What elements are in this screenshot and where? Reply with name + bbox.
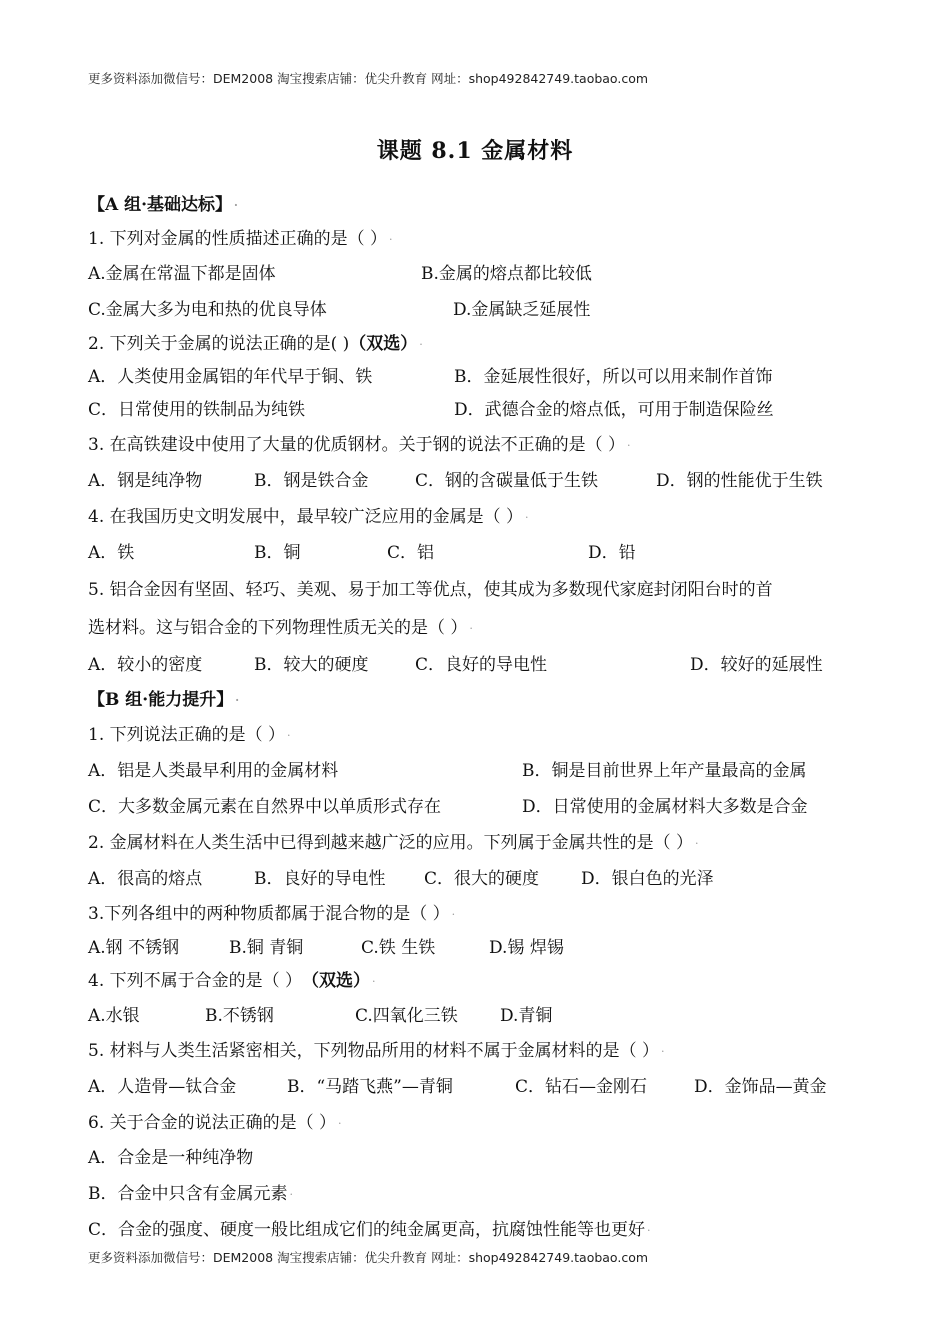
- b-q3-stem: 3.下列各组中的两种物质都属于混合物的是（ ） .: [88, 903, 456, 924]
- option-c: C．钢的含碳量低于生铁: [415, 470, 599, 491]
- option-d: D.金属缺乏延展性: [453, 299, 591, 320]
- option-b: B.金属的熔点都比较低: [421, 263, 592, 284]
- b-q1-options-row1: [88, 750, 858, 786]
- b-q6-option-b: B．合金中只含有金属元素 .: [88, 1183, 293, 1204]
- option-c: C．良好的导电性: [415, 654, 548, 675]
- section-a-heading: 【A 组·基础达标】 .: [88, 194, 238, 215]
- option-a: A.钢 不锈钢: [88, 937, 180, 958]
- option-c: C．很大的硬度: [424, 868, 540, 889]
- b-q4-options: [88, 995, 858, 1031]
- a-q1-options-row2: [88, 289, 858, 325]
- option-c: C.金属大多为电和热的优良导体: [88, 299, 327, 320]
- a-q2-options-row1: [88, 358, 858, 391]
- option-b: B．铜是目前世界上年产量最高的金属: [522, 760, 807, 781]
- b-q4-stem: 4. 下列不属于合金的是（ ） （双选） .: [88, 971, 376, 991]
- document-body: [88, 185, 858, 1245]
- option-b: B.不锈钢: [205, 1005, 274, 1026]
- option-a: A．铝是人类最早利用的金属材料: [88, 760, 339, 781]
- a-q5-options: [88, 644, 858, 680]
- option-a: A．钢是纯净物: [88, 470, 203, 491]
- b-q1-options-row2: [88, 786, 858, 822]
- option-b: B．较大的硬度: [254, 654, 369, 675]
- option-d: D．银白色的光泽: [581, 868, 714, 889]
- page-footer: 更多资料添加微信号：DEM2008 淘宝搜索店铺：优尖升教育 网址：shop492842749.taobao.com: [88, 1250, 649, 1265]
- a-q3-stem: 3. 在高铁建设中使用了大量的优质钢材。关于钢的说法不正确的是（ ） .: [88, 434, 631, 455]
- option-d: D．钢的性能优于生铁: [656, 470, 823, 491]
- b-q5-stem: 5. 材料与人类生活紧密相关，下列物品所用的材料不属于金属材料的是（ ） .: [88, 1040, 665, 1061]
- b-q2-stem: 2. 金属材料在人类生活中已得到越来越广泛的应用。下列属于金属共性的是（ ） .: [88, 832, 699, 853]
- a-q2-stem: 2. 下列关于金属的说法正确的是( ) （双选） .: [88, 334, 423, 354]
- option-d: D．较好的延展性: [690, 654, 823, 675]
- a-q1-stem: 1. 下列对金属的性质描述正确的是（ ） .: [88, 228, 393, 249]
- option-b: B．金延展性很好，所以可以用来制作首饰: [454, 367, 773, 387]
- option-d: D．武德合金的熔点低，可用于制造保险丝: [454, 400, 774, 420]
- b-q5-options: [88, 1065, 858, 1103]
- option-b: B．钢是铁合金: [254, 470, 369, 491]
- b-q3-options: [88, 928, 858, 962]
- option-c: C．日常使用的铁制品为纯铁: [88, 400, 306, 420]
- option-c: C．钻石—金刚石: [515, 1076, 648, 1097]
- option-a: A.金属在常温下都是固体: [88, 263, 276, 284]
- option-c: C．铝: [387, 542, 435, 563]
- page-header: 更多资料添加微信号：DEM2008 淘宝搜索店铺：优尖升教育 网址：shop492842749.taobao.com: [88, 71, 649, 86]
- option-a: A．很高的熔点: [88, 868, 203, 889]
- b-q2-options: [88, 858, 858, 894]
- option-a: A．铁: [88, 542, 135, 563]
- b-q6-option-a: A．合金是一种纯净物: [88, 1147, 254, 1168]
- option-d: D．铅: [588, 542, 636, 563]
- option-b: B.铜 青铜: [229, 937, 304, 958]
- option-c: C.铁 生铁: [361, 937, 436, 958]
- page-title: 课题 8.1 金属材料: [376, 138, 574, 164]
- b-q1-stem: 1. 下列说法正确的是（ ） .: [88, 724, 291, 745]
- option-a: A．较小的密度: [88, 654, 203, 675]
- a-q4-options: [88, 532, 858, 568]
- option-c: C.四氧化三铁: [355, 1005, 458, 1026]
- b-q6-stem: 6. 关于合金的说法正确的是（ ） .: [88, 1112, 342, 1133]
- a-q3-options: [88, 460, 858, 496]
- option-a: A.水银: [88, 1005, 140, 1026]
- option-d: D.青铜: [500, 1005, 553, 1026]
- a-q5-stem-line1: 5. 铝合金因有坚固、轻巧、美观、易于加工等优点，使其成为多数现代家庭封闭阳台时的首: [88, 579, 773, 600]
- option-b: B．良好的导电性: [254, 868, 386, 889]
- b-q6-option-c: C．合金的强度、硬度一般比组成它们的纯金属更高，抗腐蚀性能等也更好 .: [88, 1219, 651, 1240]
- option-b: B．铜: [254, 542, 301, 563]
- section-b-heading: 【B 组·能力提升】 .: [88, 689, 240, 710]
- option-b: B．“马踏飞燕”—青铜: [287, 1076, 453, 1097]
- option-c: C．大多数金属元素在自然界中以单质形式存在: [88, 796, 442, 817]
- option-d: D．日常使用的金属材料大多数是合金: [522, 796, 808, 817]
- a-q5-stem-line2: 选材料。这与铝合金的下列物理性质无关的是（ ） .: [88, 617, 473, 638]
- option-a: A．人造骨—钛合金: [88, 1076, 237, 1097]
- option-d: D.锡 焊锡: [489, 937, 564, 958]
- option-a: A．人类使用金属铝的年代早于铜、铁: [88, 367, 373, 387]
- a-q4-stem: 4. 在我国历史文明发展中，最早较广泛应用的金属是（ ） .: [88, 506, 529, 527]
- a-q2-options-row2: [88, 391, 858, 424]
- a-q1-options-row1: [88, 253, 858, 289]
- option-d: D．金饰品—黄金: [694, 1076, 827, 1097]
